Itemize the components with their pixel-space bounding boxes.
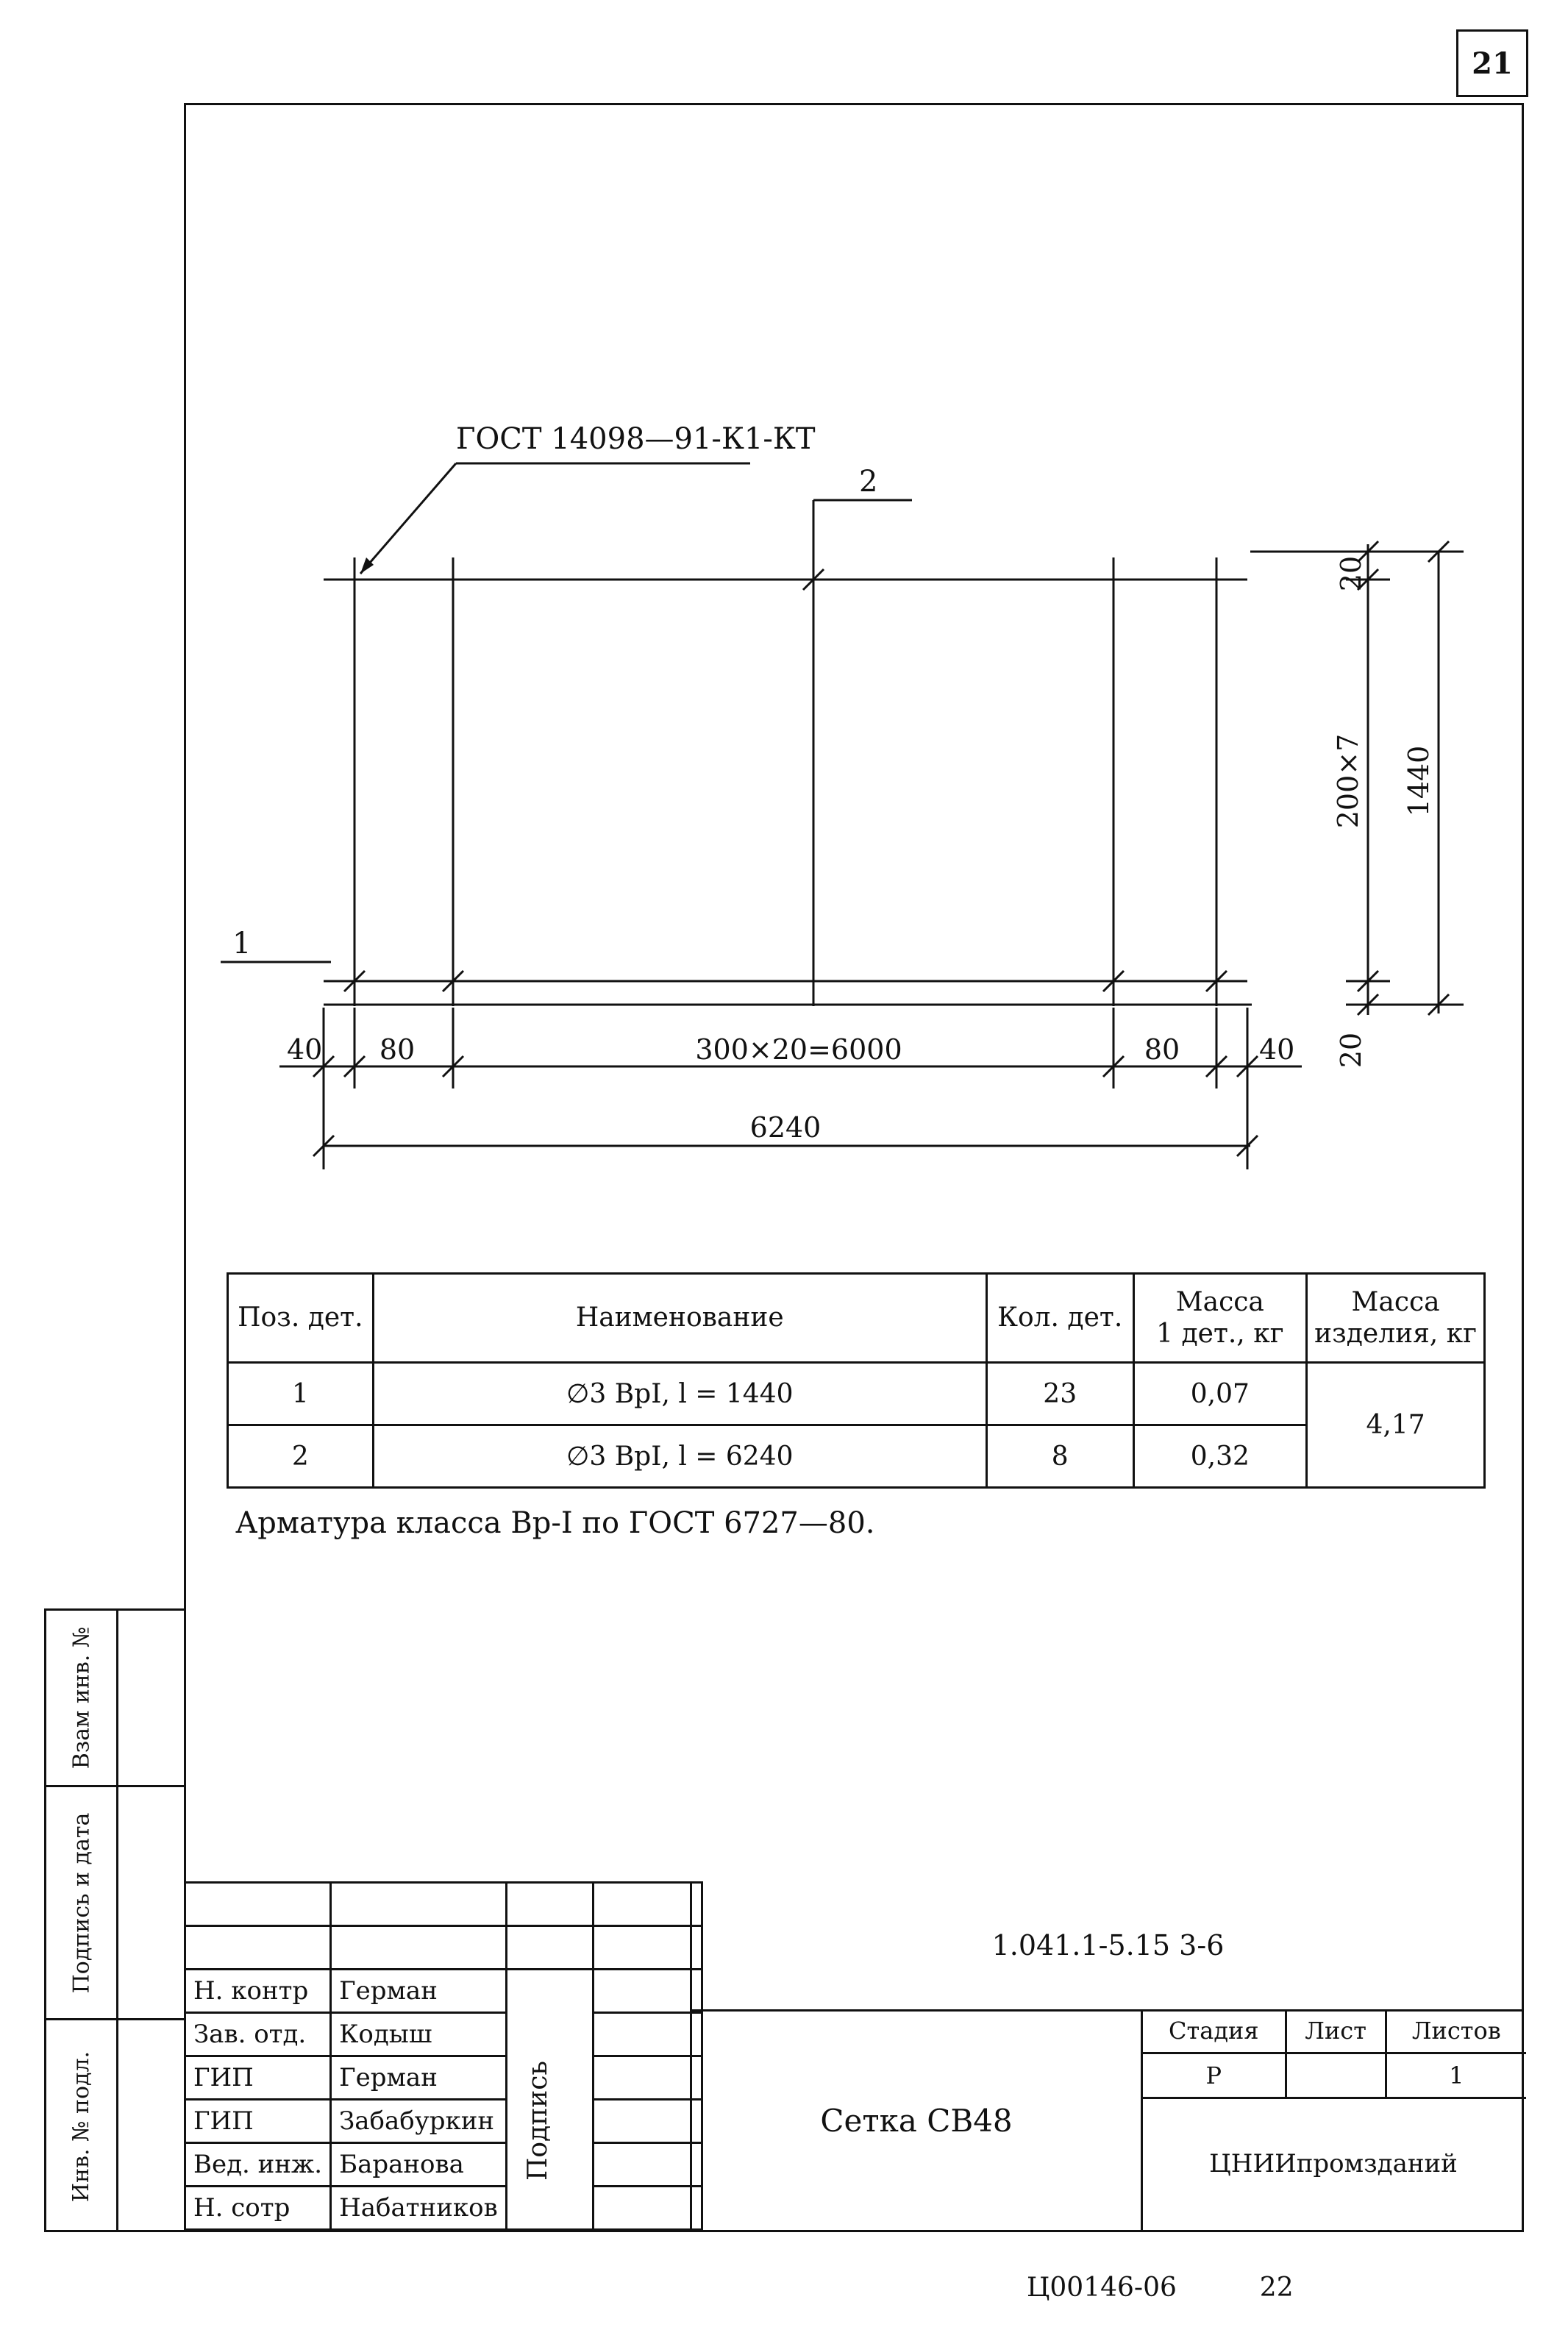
- specification-table: [227, 1272, 1486, 1489]
- cell-name: ∅3 ВрI, l = 6240: [373, 1425, 986, 1488]
- header-mass-item: [1307, 1274, 1485, 1363]
- header-mass-item-line2: изделия, кг: [1314, 1319, 1478, 1349]
- table-row: [228, 1425, 1485, 1488]
- tb-person: Набатников: [331, 2187, 507, 2230]
- title-block-people: [184, 1881, 703, 2231]
- tb-signature-label-text: Подпись: [522, 2061, 553, 2181]
- cell-qty: 23: [986, 1363, 1133, 1425]
- tb-person-row: [185, 2143, 702, 2187]
- side-label-podpis: [46, 1787, 116, 2018]
- reinforcement-note: Арматура класса Вр-I по ГОСТ 6727—80.: [235, 1506, 875, 1540]
- dim-left-80: 80: [379, 1033, 416, 1066]
- cell-pos: 1: [228, 1363, 374, 1425]
- doc-name: Сетка СВ48: [692, 2009, 1143, 2232]
- pos1-label: 1: [232, 927, 252, 961]
- tb-person-row: [185, 2056, 702, 2100]
- page-number-text: 21: [1472, 46, 1513, 81]
- tb-date-cell: [593, 2056, 702, 2100]
- dim-right-80: 80: [1144, 1033, 1180, 1066]
- sheets-header: Листов: [1386, 2009, 1526, 2053]
- cell-mass: 0,32: [1133, 1425, 1307, 1488]
- tb-date-cell: [593, 2187, 702, 2230]
- sheets-value: 1: [1386, 2053, 1526, 2098]
- side-stamp: [44, 1608, 184, 2232]
- side-label-podpis-text: Подпись и дата: [68, 1812, 95, 1993]
- side-label-vzam: [46, 1611, 116, 1785]
- header-mass-one: [1133, 1274, 1307, 1363]
- sheet-header: Лист: [1286, 2009, 1386, 2053]
- page-number: [1456, 29, 1528, 97]
- header-pos: Поз. дет.: [228, 1274, 374, 1363]
- tb-empty-row: [185, 1926, 702, 1970]
- tb-person: Герман: [331, 2056, 507, 2100]
- title-block: [184, 1881, 1524, 2232]
- tb-date-cell: [593, 2013, 702, 2056]
- tb-person-row: [185, 2100, 702, 2143]
- gost-label: ГОСТ 14098—91-К1-КТ: [456, 422, 816, 456]
- tb-role: Вед. инж.: [185, 2143, 331, 2187]
- tb-date-cell: [593, 2100, 702, 2143]
- title-block-main: [690, 1881, 1524, 2232]
- tb-person-row: [185, 1970, 702, 2013]
- organization: ЦНИИпромзданий: [1209, 2148, 1458, 2178]
- side-label-vzam-text: Взам инв. №: [68, 1626, 95, 1770]
- tb-person: Кодыш: [331, 2013, 507, 2056]
- cell-total-mass: 4,17: [1307, 1363, 1485, 1488]
- dim-total-height: 1440: [1403, 745, 1435, 817]
- tb-empty-row: [185, 1883, 702, 1926]
- doc-code: 1.041.1-5.15 3-6: [692, 1881, 1524, 2012]
- dim-top-gap: 20: [1335, 555, 1367, 592]
- stage-value-row: [1142, 2053, 1527, 2098]
- gost-leader: [360, 463, 456, 574]
- side-label-inv: [46, 2020, 116, 2232]
- tb-person: Герман: [331, 1970, 507, 2013]
- stage-value: Р: [1142, 2053, 1286, 2098]
- tb-role: Зав. отд.: [185, 2013, 331, 2056]
- tb-person-row: [185, 2013, 702, 2056]
- tb-role: ГИП: [185, 2100, 331, 2143]
- dim-total-width: 6240: [749, 1111, 822, 1144]
- tb-role: Н. сотр: [185, 2187, 331, 2230]
- dim-bottom-gap: 20: [1335, 1032, 1367, 1069]
- tb-role: ГИП: [185, 2056, 331, 2100]
- header-qty: Кол. дет.: [986, 1274, 1133, 1363]
- stage-header: Стадия: [1142, 2009, 1286, 2053]
- tb-person: Баранова: [331, 2143, 507, 2187]
- dim-middle: 300×20=6000: [695, 1033, 902, 1066]
- header-mass-one-line2: 1 дет., кг: [1156, 1319, 1284, 1349]
- tb-date-cell: [593, 1970, 702, 2013]
- header-mass-item-line1: Масса: [1351, 1286, 1440, 1317]
- dim-mid-spacing: 200×7: [1332, 733, 1364, 829]
- dim-right-40: 40: [1259, 1033, 1295, 1066]
- header-name: Наименование: [373, 1274, 986, 1363]
- cell-pos: 2: [228, 1425, 374, 1488]
- sheet-value: [1286, 2053, 1386, 2098]
- cell-name: ∅3 ВрI, l = 1440: [373, 1363, 986, 1425]
- tb-person: Забабуркин: [331, 2100, 507, 2143]
- side-label-inv-text: Инв. № подл.: [68, 2050, 95, 2202]
- mesh-drawing: [184, 397, 1524, 1206]
- header-mass-one-line1: Масса: [1175, 1286, 1264, 1317]
- table-row: [228, 1363, 1485, 1425]
- spec-header-row: [228, 1274, 1485, 1363]
- tb-signature-label: [494, 2009, 581, 2232]
- footer-code: Ц00146-06: [1027, 2273, 1177, 2303]
- tb-date-cell: [593, 2143, 702, 2187]
- pos2-label: 2: [859, 465, 878, 499]
- stage-header-row: [1142, 2009, 1527, 2053]
- footer: [1027, 2273, 1294, 2303]
- cell-qty: 8: [986, 1425, 1133, 1488]
- cell-mass: 0,07: [1133, 1363, 1307, 1425]
- footer-page: 22: [1259, 2273, 1294, 2303]
- tb-role: Н. контр: [185, 1970, 331, 2013]
- stage-table: [1141, 2009, 1526, 2099]
- tb-person-row: [185, 2187, 702, 2230]
- dim-left-40: 40: [287, 1033, 323, 1066]
